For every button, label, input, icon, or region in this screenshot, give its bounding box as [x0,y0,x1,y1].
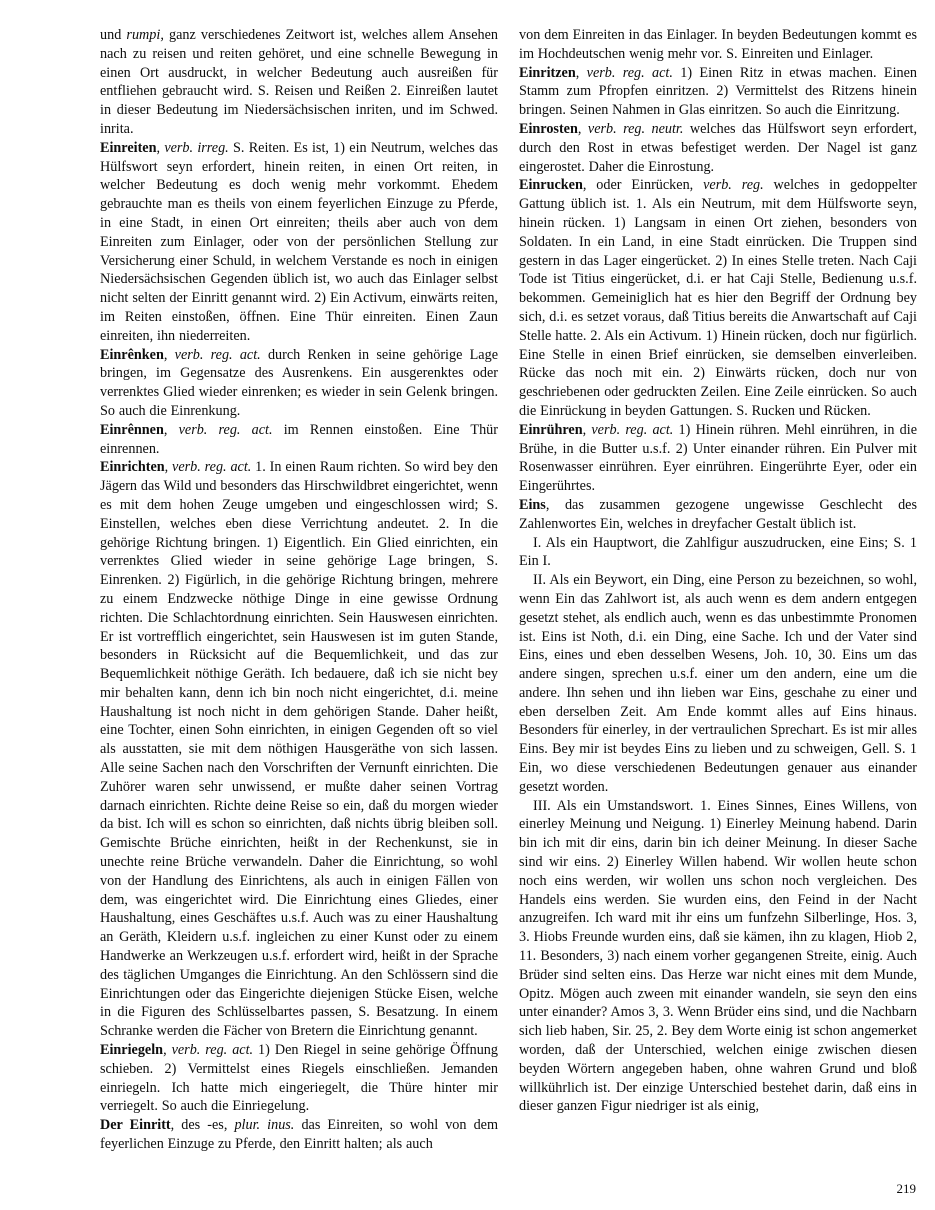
headword: Einrichten [100,459,165,476]
entry-text: , [156,139,165,156]
headword: Einrühren [519,421,583,438]
entry-text: , [164,459,173,476]
grammar-label: verb. reg. [703,177,764,194]
grammar-label: verb. reg. act. [172,459,252,476]
entry-eins [519,496,917,534]
entry-text: III. Als ein Umstandswort. 1. Eines Sinnes, Eines Willens, von einerley Meinung und Neigung. 1) Einerley Meinung habend. Darin bin ich mit dir eins, darin bin ich deiner Meinung. In dieser Sache sind wir eins. 2) Einerley Willen habend. Wir wollen heute schon noch eins werden, wir wollen uns schon noch vergleichen. Des Handels eins werden. Sie wurden eins, den Feind in der Nacht anzugreifen. Ich ward mit ihr eins um funfzehn Silberlinge, Hos. 3, 3. Hiobs Freunde wurden eins, daß sie kämen, ihn zu klagen, Hiob 2, 11. Besonders, 3) nach einem vorher gegangenen Streite, einig. Auch Brüder sind selten eins. Das Herze war nicht eines mit dem Munde, Opitz. Mögen auch zween mit einander wandeln, sie seyn den eins unter einander? Amos 3, 3. Wenn Brüder eins sind, und die Nachbarn sich lieb haben, Sir. 25, 2. Bey dem Worte einig ist schon angemerket worden, daß der Unterschied, welchen einige zwischen diesen beyden Wörtern angegeben haben, ohne wahren Grund und bloß willkührlich ist. Der einzige Unterschied bestehet darin, daß eins in dieser ganzen Figur niedriger ist als einig, [519,797,917,1115]
entry-text: , oder Einrücken, [582,177,704,194]
entry-einrosten [519,120,917,176]
entry-einritzen [519,64,917,120]
entry-einrennen [100,421,498,459]
entry-einrichten [100,458,498,1041]
headword: Einrênken [100,346,164,363]
entry-text: und [100,27,127,43]
entry-text: welches in gedoppelter Gattung üblich ist. 1. Als ein Neutrum, mit dem Hülfsworte seyn, hinein rücken. 1) Langsam in einen Ort ziehen, besonders von Soldaten. In ein Land, in eine Stadt einrücken. Die Truppen sind gestern in das Lager eingerücket. 2) In eines Stelle treten. Nach Caji Tode ist Titius eingerücket, d.i. er hat Caji Stelle, Bedienung u.s.f. bekommen. Gemeiniglich hat es hier den Begriff der Ordnung bey sich, d.i. es setzet voraus, daß Titius bereits die Anwartschaft auf Caji Stelle hatte. 2. Als ein Activum. 1) Hinein rücken, doch nur figürlich. Eine Stelle in einen Brief einrücken, sie demselben einverleiben. Rücke das noch mit ein. 2) Einwärts rücken, doch nur von geschriebenen oder gedruckten Zeilen. Eine Zeile einrücken. So auch die Einrückung in beyden Gattungen. S. Rucken und Rücken. [519,177,917,419]
left-column [100,26,498,1154]
entry-text: 1) Hinein rühren. Mehl einrühren, in die Brühe, in die Butter u.s.f. 2) Unter einander rühren. Ein Pulver mit Rosenwasser einrühren. Eyer einrühren. Eingerührte Eyer, oder ein Eingerührtes. [519,421,917,495]
entry-text: ganz verschiedenes Zeitwort ist, welches allem Ansehen nach zu reisen und reiten gehöret, und eine schnelle Bewegung in einen Ort ausdruckt, in welcher Bedeutung auch ausreißen für entfliehen gebraucht wird. S. Reisen und Reißen 2. Einreißen lautet in dieser Bedeutung im Niedersächsischen inriten, und im Schwed. inrita. [100,27,498,137]
entry-text: im Rennen einstoßen. Eine Thür einrennen. [100,421,498,457]
grammar-label: rumpi, [126,27,164,43]
entry-text: , [163,346,175,363]
section-eins-ii [519,571,917,797]
entry-text: 1) Einen Ritz in etwas machen. Einen Stamm zum Pfropfen einritzen. 2) Vermittelst des Ritzens hinein bringen. Seinen Nahmen in Glas einritzen. So auch die Einritzung. [519,64,917,119]
grammar-label: verb. reg. act. [591,421,674,438]
grammar-label: verb. irreg. [164,139,229,156]
headword: Eins [519,496,546,513]
entry-text: I. Als ein Hauptwort, die Zahlfigur auszudrucken, eine Eins; S. 1 Ein I. [519,534,917,570]
entry-einriegeln [100,1041,498,1116]
continuation-einreissen [100,26,498,139]
entry-text: , [582,421,592,438]
entry-text: II. Als ein Beywort, ein Ding, eine Person zu bezeichnen, so wohl, wenn Ein das Zahlwort ist, als auch wenn es dem andern entgegen gesetzt stehet, als endlich auch, wenn es das unbestimmte Pronomen ist. Eins ist Noth, d.i. ein Ding, eine Sache. Ich und der Vater sind Eins, eines und eben desselben Wesens, Joh. 10, 30. Eins um das andere singen, sprechen u.s.f. einer um den andern, eine um die andere. Ihn sehen und ihn lieben war Eins, geschahe zu einer und eben derselben Zeit. Am Ende kommt alles auf Eins hinaus. Besonders für einerley, in der vertraulichen Sprechart. Es ist mir alles Eins. Bey mir ist beydes Eins zu lieben und zu schweigen, Gell. S. 1 Ein, wo diese verschiedenen Bedeutungen genauer aus einander gesetzt worden. [519,572,917,795]
entry-einrenken [100,346,498,421]
headword: Einriegeln [100,1042,164,1059]
page-number: 219 [896,1181,916,1196]
entry-text: 1. In einen Raum richten. So wird bey den Jägern das Wild und besonders das Hirschwildbret eingerichtet, wenn es mit dem hohen Zeuge umgeben und eingeschlossen wird; S. Einstellen, welches eben diese Verrichtung andeutet. 2. In die gehörige Richtung bringen. 1) Eigentlich. Ein Glied einrichten, ein verrenktes Glied wieder in seine gehörige Lage bringen, S. Einrenken. 2) Figürlich, in die gehörige Richtung bringen, mehrere zu einem Endzwecke nöthige Dinge in eine gewisse Ordnung richten. Die Schlachtordnung einrichten. Sein Hauswesen einrichten. Er ist vortrefflich eingerichtet, sein Hauswesen ist im guten Stande, besonders in Rücksicht auf die Bequemlichkeit, und das zur Bequemlichkeit nöthige Geräth. Ich bedauere, daß ich sie nicht bey mir behalten kann, denn ich bin noch nicht eingerichtet, d.i. meine Haushaltung ist noch nicht in dem gehörigen Stande. Daher heißt, eine Tochter, einen Sohn einrichten, in einigen Gegenden oft so viel als ausstatten, sie mit dem nöthigen Hausgeräthe von sich lassen. Alle seine Sachen nach den Vorschriften der Vernunft einrichten. Die Zuhörer waren sehr unwissend, er mußte daher seinen Vortrag darnach einrichten. Richte deine Reise so ein, daß du morgen wieder da bist. Ich will es schon so einrichten, daß nichts übrig bleiben soll. Gemischte Brüche einrichten, heißt in der Rechenkunst, sie in unechte reine Brüche verwandeln. Daher die Einrichtung, so wohl von der Handlung des Einrichtens, als auch in einigen Fällen von dem, was eingerichtet wird. Die Einrichtung eines Gliedes, einer Haushaltung, eines Geschäftes u.s.f. Auch was zu einer Haushaltung an Geräth, Kleidern u.s.f. ingleichen zu einer Kunst oder zu einem Handwerke an Werkzeugen u.s.f. erfordert wird, heißt in der Sprache des täglichen Umganges die Einrichtung. An den Schlössern sind die Einrichtungen oder das Eingerichte diejenigen Stücke Eisen, welche in die Figuren des Schlüsselbartes passen, S. Besatzung. In einem Schranke werden die Fächer von Bretern die Einrichtung genannt. [100,459,498,1040]
right-column [519,26,917,1154]
entry-einruehren [519,421,917,496]
continuation-einritt [519,26,917,64]
headword: Einrosten [519,120,578,137]
entry-text: von dem Einreiten in das Einlager. In beyden Bedeutungen kommt es im Hochdeutschen wenig mehr vor. S. Einreiten und Einlager. [519,27,917,62]
grammar-label: verb. reg. neutr. [587,120,684,137]
entry-text: welches das Hülfswort seyn erfordert, durch den Rost in etwas befestiget werden. Der Nagel ist ganz eingerostet. Daher die Einrostung. [519,120,918,175]
section-eins-i [519,534,917,572]
text-columns [100,26,917,1154]
entry-der-einritt [100,1116,498,1154]
headword: Einritzen [519,64,576,81]
entry-einruecken [519,176,917,420]
headword: Einrênnen [100,421,164,438]
grammar-label: verb. reg. act. [586,64,673,81]
entry-text: , [163,421,179,438]
entry-text: , des -es, [170,1117,235,1134]
entry-text: , [575,64,587,81]
grammar-label: plur. inus. [234,1117,295,1134]
grammar-label: verb. reg. act. [171,1042,254,1059]
entry-text: 1) Den Riegel in seine gehörige Öffnung schieben. 2) Vermittelst eines Riegels einschließen. Jemanden einriegeln. Ich hatte mich eingeriegelt, die Thüre hinter mir verriegelt. So auch die Einriegelung. [100,1042,498,1115]
entry-text: , das zusammen gezogene ungewisse Geschlecht des Zahlenwortes Ein, welches in dreyfacher Gestalt üblich ist. [519,496,917,532]
headword: Einrucken [519,177,583,194]
entry-text: S. Reiten. Es ist, 1) ein Neutrum, welches das Hülfswort seyn erfordert, hinein reiten, in einen Ort reiten, in welcher Bedeutung es doch wenig mehr vorkommt. Ehedem gebrauchte man es theils von einem feyerlichen Einzuge zu Pferde, in eine Stadt, in einen Ort einreiten; theils aber auch von dem Einreiten zum Einlager, oder von der persönlichen Stellung zur Versicherung einer Schuld, in welchem Verstande es noch in einigen Niedersächsischen Gegenden üblich ist, wo auch das Einlager selbst nicht selten der Einritt genannt wird. 2) Ein Activum, einwärts reiten, im Reiten einstoßen, öffnen. Eine Thür einreiten. Einen Zaun einreiten, ihn niederreiten. [100,139,498,344]
grammar-label: verb. reg. act. [174,346,261,363]
section-eins-iii [519,797,917,1117]
headword: Der Einritt [100,1117,171,1134]
entry-einreiten [100,139,498,346]
entry-text: , [163,1042,172,1059]
entry-text: das Einreiten, so wohl von dem feyerlichen Einzuge zu Pferde, den Einritt halten; als auch [100,1117,498,1153]
grammar-label: verb. reg. act. [178,421,273,438]
headword: Einreiten [100,139,157,156]
entry-text: , [577,120,588,137]
entry-text: durch Renken in seine gehörige Lage bringen, im Gegensatze des Ausrenkens. Ein ausgerenktes oder verrenktes Glied wieder einrenken; es wieder in sein Gelenk bringen. So auch die Einrenkung. [100,346,498,419]
